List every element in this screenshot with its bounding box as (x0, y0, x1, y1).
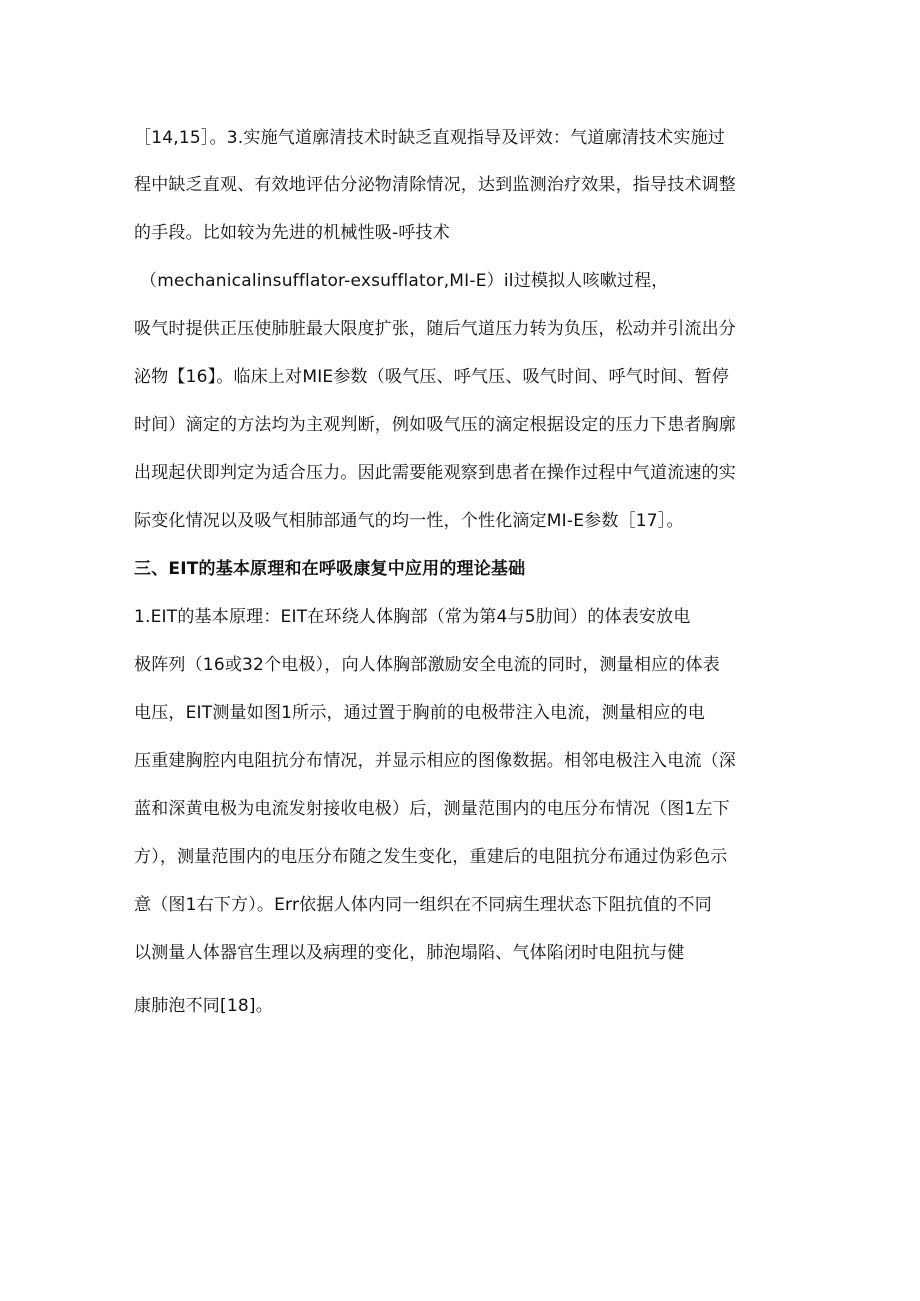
paragraph2-line-2: 极阵列（16或32个电极），向人体胸部激励安全电流的同时，测量相应的体表 (134, 655, 720, 675)
paragraph1-line-1: ［14,15］。3.实施气道廓清技术时缺乏直观指导及评效：气道廓清技术实施过 (134, 128, 725, 148)
paragraph2-line-8: 以测量人体器官生理以及病理的变化，肺泡塌陷、气体陷闭时电阻抗与健 (134, 943, 685, 963)
paragraph2-line-5: 蓝和深黄电极为电流发射接收电极）后，测量范围内的电压分布情况（图1左下 (134, 799, 730, 819)
paragraph2-line-9: 康肺泡不同[18]。 (134, 996, 273, 1016)
paragraph2-line-3: 电压，EIT测量如图1所示，通过置于胸前的电极带注入电流，测量相应的电 (134, 703, 705, 723)
paragraph1-line-2: 程中缺乏直观、有效地评估分泌物清除情况，达到监测治疗效果，指导技术调整 (134, 175, 736, 195)
paragraph2-line-4: 压重建胸腔内电阻抗分布情况，并显示相应的图像数据。相邻电极注入电流（深 (134, 751, 736, 771)
paragraph1-line-6: 泌物【16】。临床上对MIE参数（吸气压、呼气压、吸气时间、呼气时间、暂停 (134, 367, 729, 387)
paragraph2-line-6: 方），测量范围内的电压分布随之发生变化，重建后的电阻抗分布通过伪彩色示 (134, 847, 728, 867)
paragraph1-line-9: 际变化情况以及吸气相肺部通气的均一性，个性化滴定MI-E参数［17］。 (134, 511, 684, 531)
paragraph1-line-8: 出现起伏即判定为适合压力。因此需要能观察到患者在操作过程中气道流速的实 (134, 463, 736, 483)
paragraph1-line-3: 的手段。比如较为先进的机械性吸-呼技术 (134, 223, 450, 243)
paragraph2-line-7: 意（图1右下方）。Err依据人体内同一组织在不同病生理状态下阻抗值的不同 (134, 895, 712, 915)
paragraph1-line-4: （mechanicalinsufflator-exsufflator,MI-E）il过模拟人咳嗽过程， (140, 271, 669, 291)
paragraph1-line-7: 时间）滴定的方法均为主观判断，例如吸气压的滴定根据设定的压力下患者胸廓 (134, 415, 736, 435)
paragraph2-line-1: 1.EIT的基本原理：EIT在环绕人体胸部（常为第4与5肋间）的体表安放电 (134, 607, 691, 627)
paragraph1-line-5: 吸气时提供正压使肺脏最大限度扩张，随后气道压力转为负压，松动并引流出分 (134, 319, 736, 339)
section-heading: 三、EIT的基本原理和在呼吸康复中应用的理论基础 (134, 559, 526, 579)
